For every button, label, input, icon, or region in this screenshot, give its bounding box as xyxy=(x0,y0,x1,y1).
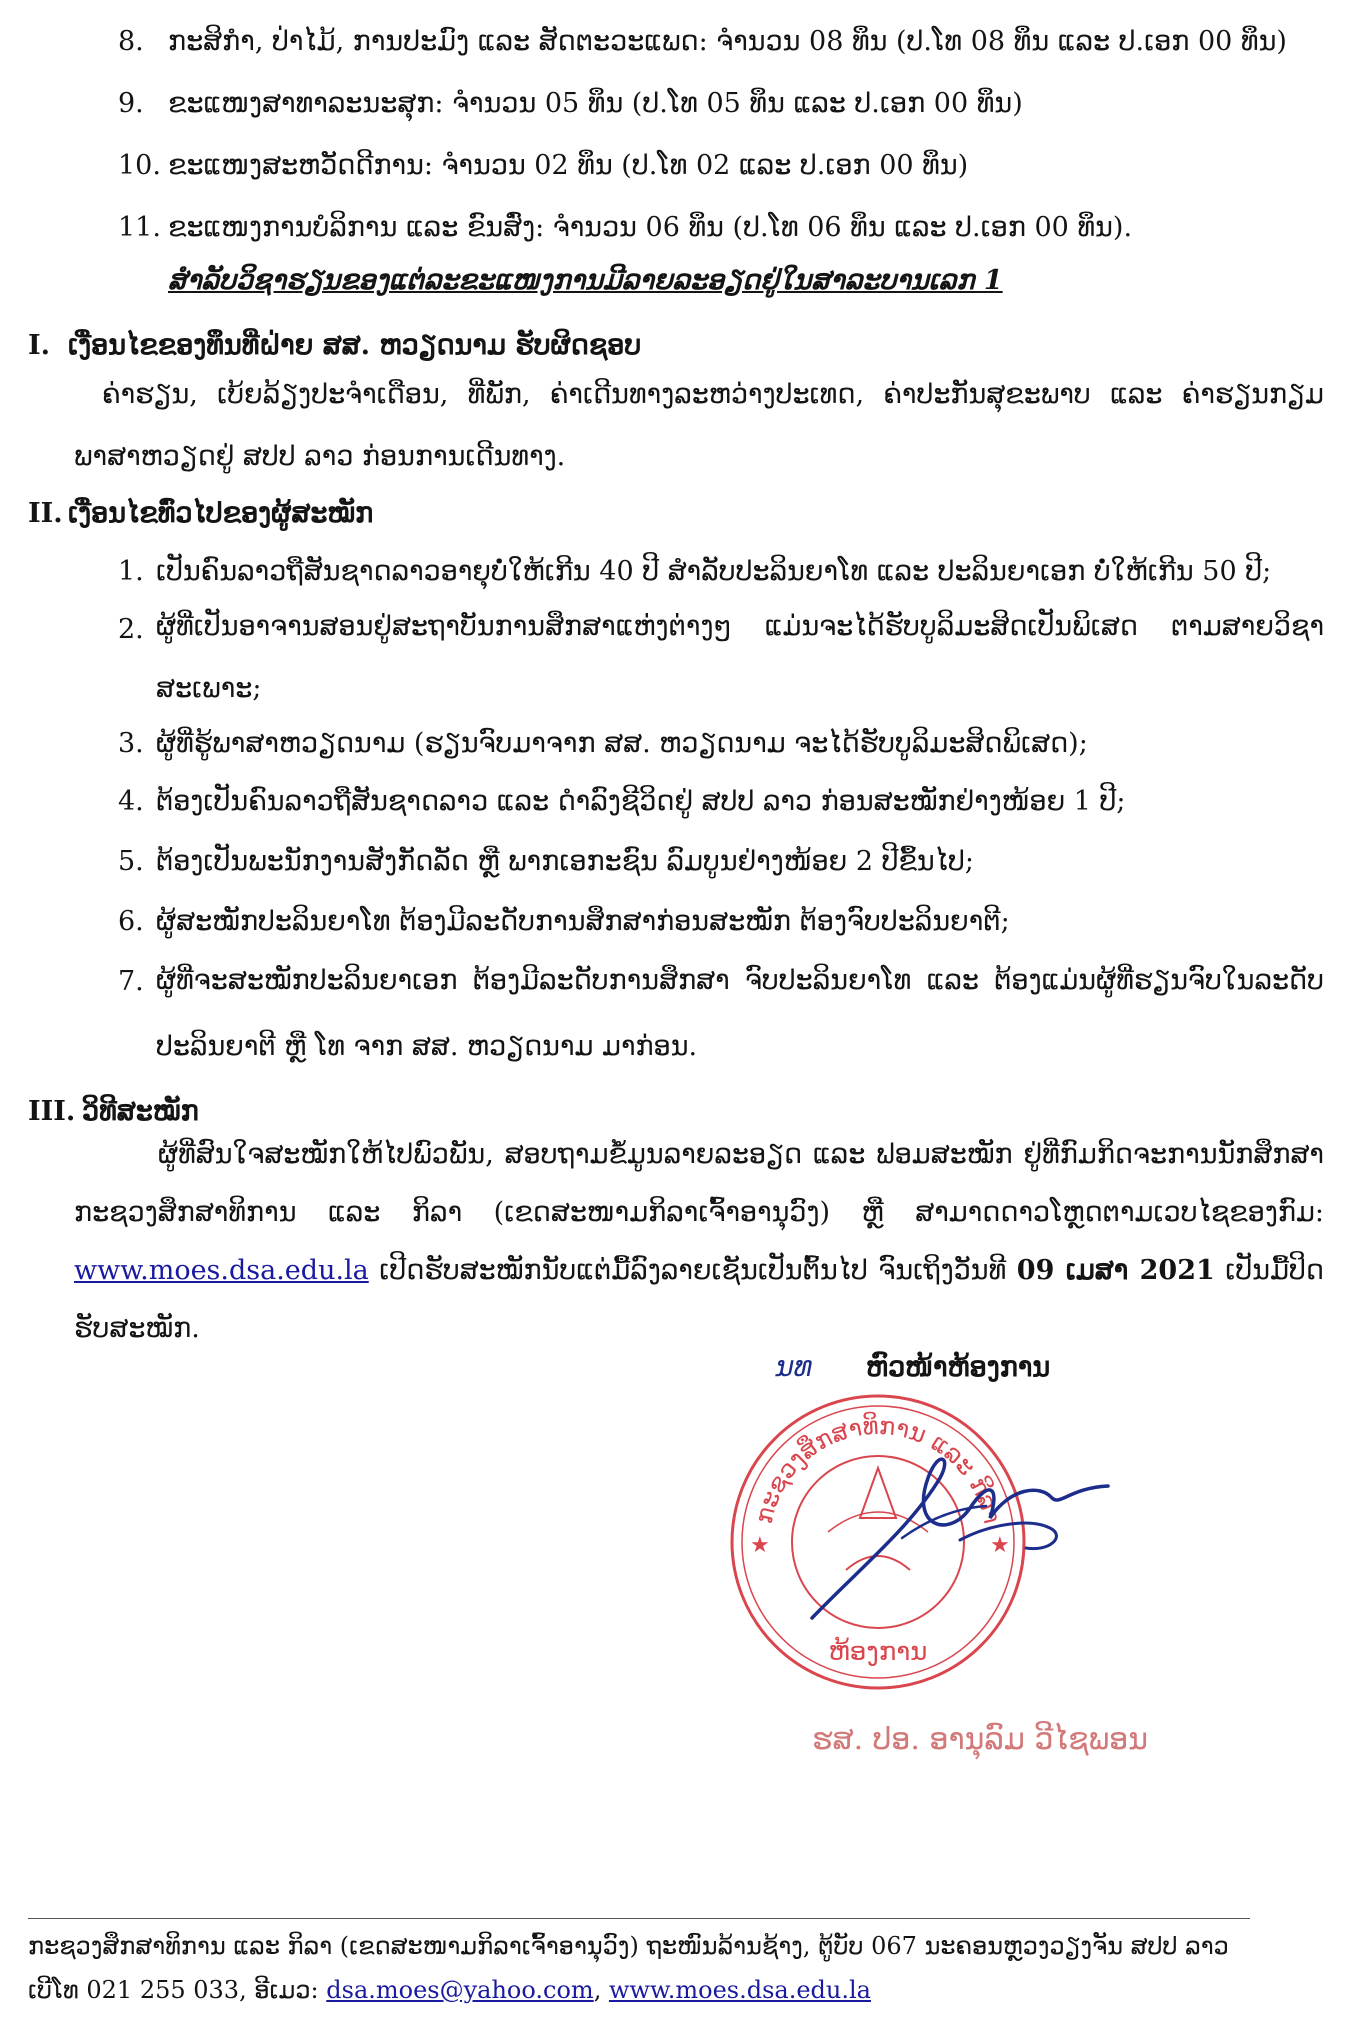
list-number: 8. xyxy=(118,26,144,57)
list-number: 4. xyxy=(118,786,144,817)
handwritten-signature xyxy=(790,1448,1110,1628)
list-number: 5. xyxy=(118,846,144,877)
list-text: ຕ້ອງເປັນຄົນລາວຖືສັນຊາດລາວ ແລະ ດຳລົງຊີວິດຢູ່ ສປປ ລາວ ກ່ອນສະໝັກຢ່າງໜ້ອຍ 1 ປີ; xyxy=(156,786,1126,817)
list-number: 2. xyxy=(118,614,144,645)
body-end: ເປັນມື້ປິດຮັບສະໝັກ. xyxy=(74,1255,1324,1344)
initials-mark: ນທ xyxy=(776,1350,813,1383)
seal-bottom-text: ຫ້ອງການ xyxy=(828,1637,928,1667)
deadline-date: 09 ເມສາ 2021 xyxy=(1016,1255,1215,1286)
note-heading: ສຳລັບວິຊາຮຽນຂອງແຕ່ລະຂະແໜງການມີລາຍລະອຽດຢູ່ໃນສາລະບານເລກ 1 xyxy=(168,265,1003,296)
list-number: 11. xyxy=(118,212,161,243)
section-title: ເງື່ອນໄຂທົ່ວໄປຂອງຜູ້ສະໝັກ xyxy=(68,498,374,529)
section-body: ຄ່າຮຽນ, ເບ້ຍລ້ຽງປະຈຳເດືອນ, ທີ່ພັກ, ຄ່າເດີນທາງລະຫວ່າງປະເທດ, ຄ່າປະກັນສຸຂະພາບ ແລະ ຄ່າຮຽນກຽມພາສາຫວຽດຢູ່ ສປປ ລາວ ກ່ອນການເດີນທາງ. xyxy=(74,379,1324,472)
list-number: 3. xyxy=(118,728,144,759)
list-text: ຜູ້ທີ່ຮູ້ພາສາຫວຽດນາມ (ຮຽນຈົບມາຈາກ ສສ. ຫວຽດນາມ ຈະໄດ້ຮັບບູລິມະສິດພິເສດ); xyxy=(156,728,1088,759)
section-roman: II. xyxy=(28,498,63,529)
footer-address: ກະຊວງສຶກສາທິການ ແລະ ກິລາ (ເຂດສະໜາມກິລາເຈົ້າອານຸວົງ) ຖະໜົນລ້ານຊ້າງ, ຕູ້ບັບ 067 ນະຄອນຫຼວງວຽງຈັນ ສປປ ລາວ xyxy=(28,1932,1229,1960)
body-mid: ເປີດຮັບສະໝັກນັບແຕ່ມື້ລົງລາຍເຊັນເປັນຕົ້ນໄປ ຈົນເຖິງວັນທີ xyxy=(368,1255,1017,1286)
list-text: ຜູ້ສະໝັກປະລິນຍາໂທ ຕ້ອງມີລະດັບການສຶກສາກ່ອນສະໝັກ ຕ້ອງຈົບປະລິນຍາຕີ; xyxy=(156,906,1010,937)
list-text: ຂະແໜງສະຫວັດດີການ: ຈຳນວນ 02 ທຶນ (ປ.ໂທ 02 ແລະ ປ.ເອກ 00 ທຶນ) xyxy=(168,150,969,181)
list-text: ຜູ້ທີ່ເປັນອາຈານສອນຢູ່ສະຖາບັນການສຶກສາແຫ່ງຕ່າງໆ ແມ່ນຈະໄດ້ຮັບບູລິມະສິດເປັນພິເສດ ຕາມສາຍວິຊາສະເພາະ; xyxy=(156,611,1324,704)
phone-label: ເບີໂທ 021 255 033, ອີເມວ: xyxy=(28,1976,327,2004)
signatory-title: ຫົວໜ້າຫ້ອງການ xyxy=(866,1352,1051,1383)
list-number: 9. xyxy=(118,88,144,119)
separator: , xyxy=(593,1976,609,2004)
section-roman: III. xyxy=(28,1096,76,1127)
section-roman: I. xyxy=(28,330,51,361)
body-start: ຜູ້ທີ່ສົນໃຈສະໝັກໃຫ້ໄປພົວພັນ, ສອບຖາມຂໍ້ມູນລາຍລະອຽດ ແລະ ຟອມສະໝັກ ຢູ່ທີ່ກົມກິດຈະການນັກສຶກສາ ກະຊວງສຶກສາທິການ ແລະ ກິລາ (ເຂດສະໜາມກິລາເຈົ້າອານຸວົງ) ຫຼື ສາມາດດາວໂຫຼດຕາມເວບໄຊຂອງກົມ: xyxy=(74,1139,1324,1228)
section-title: ວິທີສະໝັກ xyxy=(82,1096,199,1127)
list-text: ຂະແໜງສາທາລະນະສຸກ: ຈຳນວນ 05 ທຶນ (ປ.ໂທ 05 ທຶນ ແລະ ປ.ເອກ 00 ທຶນ) xyxy=(168,88,1023,119)
list-text: ກະສິກຳ, ປ່າໄມ້, ການປະມົງ ແລະ ສັດຕະວະແພດ: ຈຳນວນ 08 ທຶນ (ປ.ໂທ 08 ທຶນ ແລະ ປ.ເອກ 00 ທຶນ) xyxy=(168,26,1287,57)
signatory-name: ຮສ. ປອ. ອານຸລົມ ວີໄຊພອນ xyxy=(812,1722,1149,1757)
seal-text: ກະຊວງສຶກສາທິການ ແລະ ກິລາ xyxy=(749,1411,1007,1527)
section-body xyxy=(74,1126,1324,1358)
footer-contact xyxy=(28,1976,871,2004)
list-number: 1. xyxy=(118,556,144,587)
svg-text:★: ★ xyxy=(750,1533,770,1558)
website-link[interactable]: www.moes.dsa.edu.la xyxy=(608,1976,871,2004)
email-link[interactable]: dsa.moes@yahoo.com xyxy=(326,1976,594,2004)
website-link[interactable]: www.moes.dsa.edu.la xyxy=(74,1255,369,1286)
section-title: ເງື່ອນໄຂຂອງທຶນທີ່ຝ່າຍ ສສ. ຫວຽດນາມ ຮັບຜິດຊອບ xyxy=(68,330,642,361)
footer-divider xyxy=(28,1918,1250,1919)
svg-text:★: ★ xyxy=(990,1533,1010,1558)
list-text: ຂະແໜງການບໍລິການ ແລະ ຂົນສົ່ງ: ຈຳນວນ 06 ທຶນ (ປ.ໂທ 06 ທຶນ ແລະ ປ.ເອກ 00 ທຶນ). xyxy=(168,212,1133,243)
list-text: ຜູ້ທີ່ຈະສະໝັກປະລິນຍາເອກ ຕ້ອງມີລະດັບການສຶກສາ ຈົບປະລິນຍາໂທ ແລະ ຕ້ອງແມ່ນຜູ້ທີ່ຮຽນຈົບໃນລະດັບປະລິນຍາຕີ ຫຼື ໂທ ຈາກ ສສ. ຫວຽດນາມ ມາກ່ອນ. xyxy=(156,965,1324,1062)
list-number: 7. xyxy=(118,966,144,997)
list-text: ຕ້ອງເປັນພະນັກງານສັງກັດລັດ ຫຼື ພາກເອກະຊົນ ລົມບູນຢ່າງໜ້ອຍ 2 ປີຂຶ້ນໄປ; xyxy=(156,846,974,877)
list-text: ເປັນຄົນລາວຖືສັນຊາດລາວອາຍຸບໍ່ໃຫ້ເກີນ 40 ປີ ສຳລັບປະລິນຍາໂທ ແລະ ປະລິນຍາເອກ ບໍ່ໃຫ້ເກີນ 50 ປີ; xyxy=(156,556,1272,587)
list-number: 6. xyxy=(118,906,144,937)
list-number: 10. xyxy=(118,150,161,181)
